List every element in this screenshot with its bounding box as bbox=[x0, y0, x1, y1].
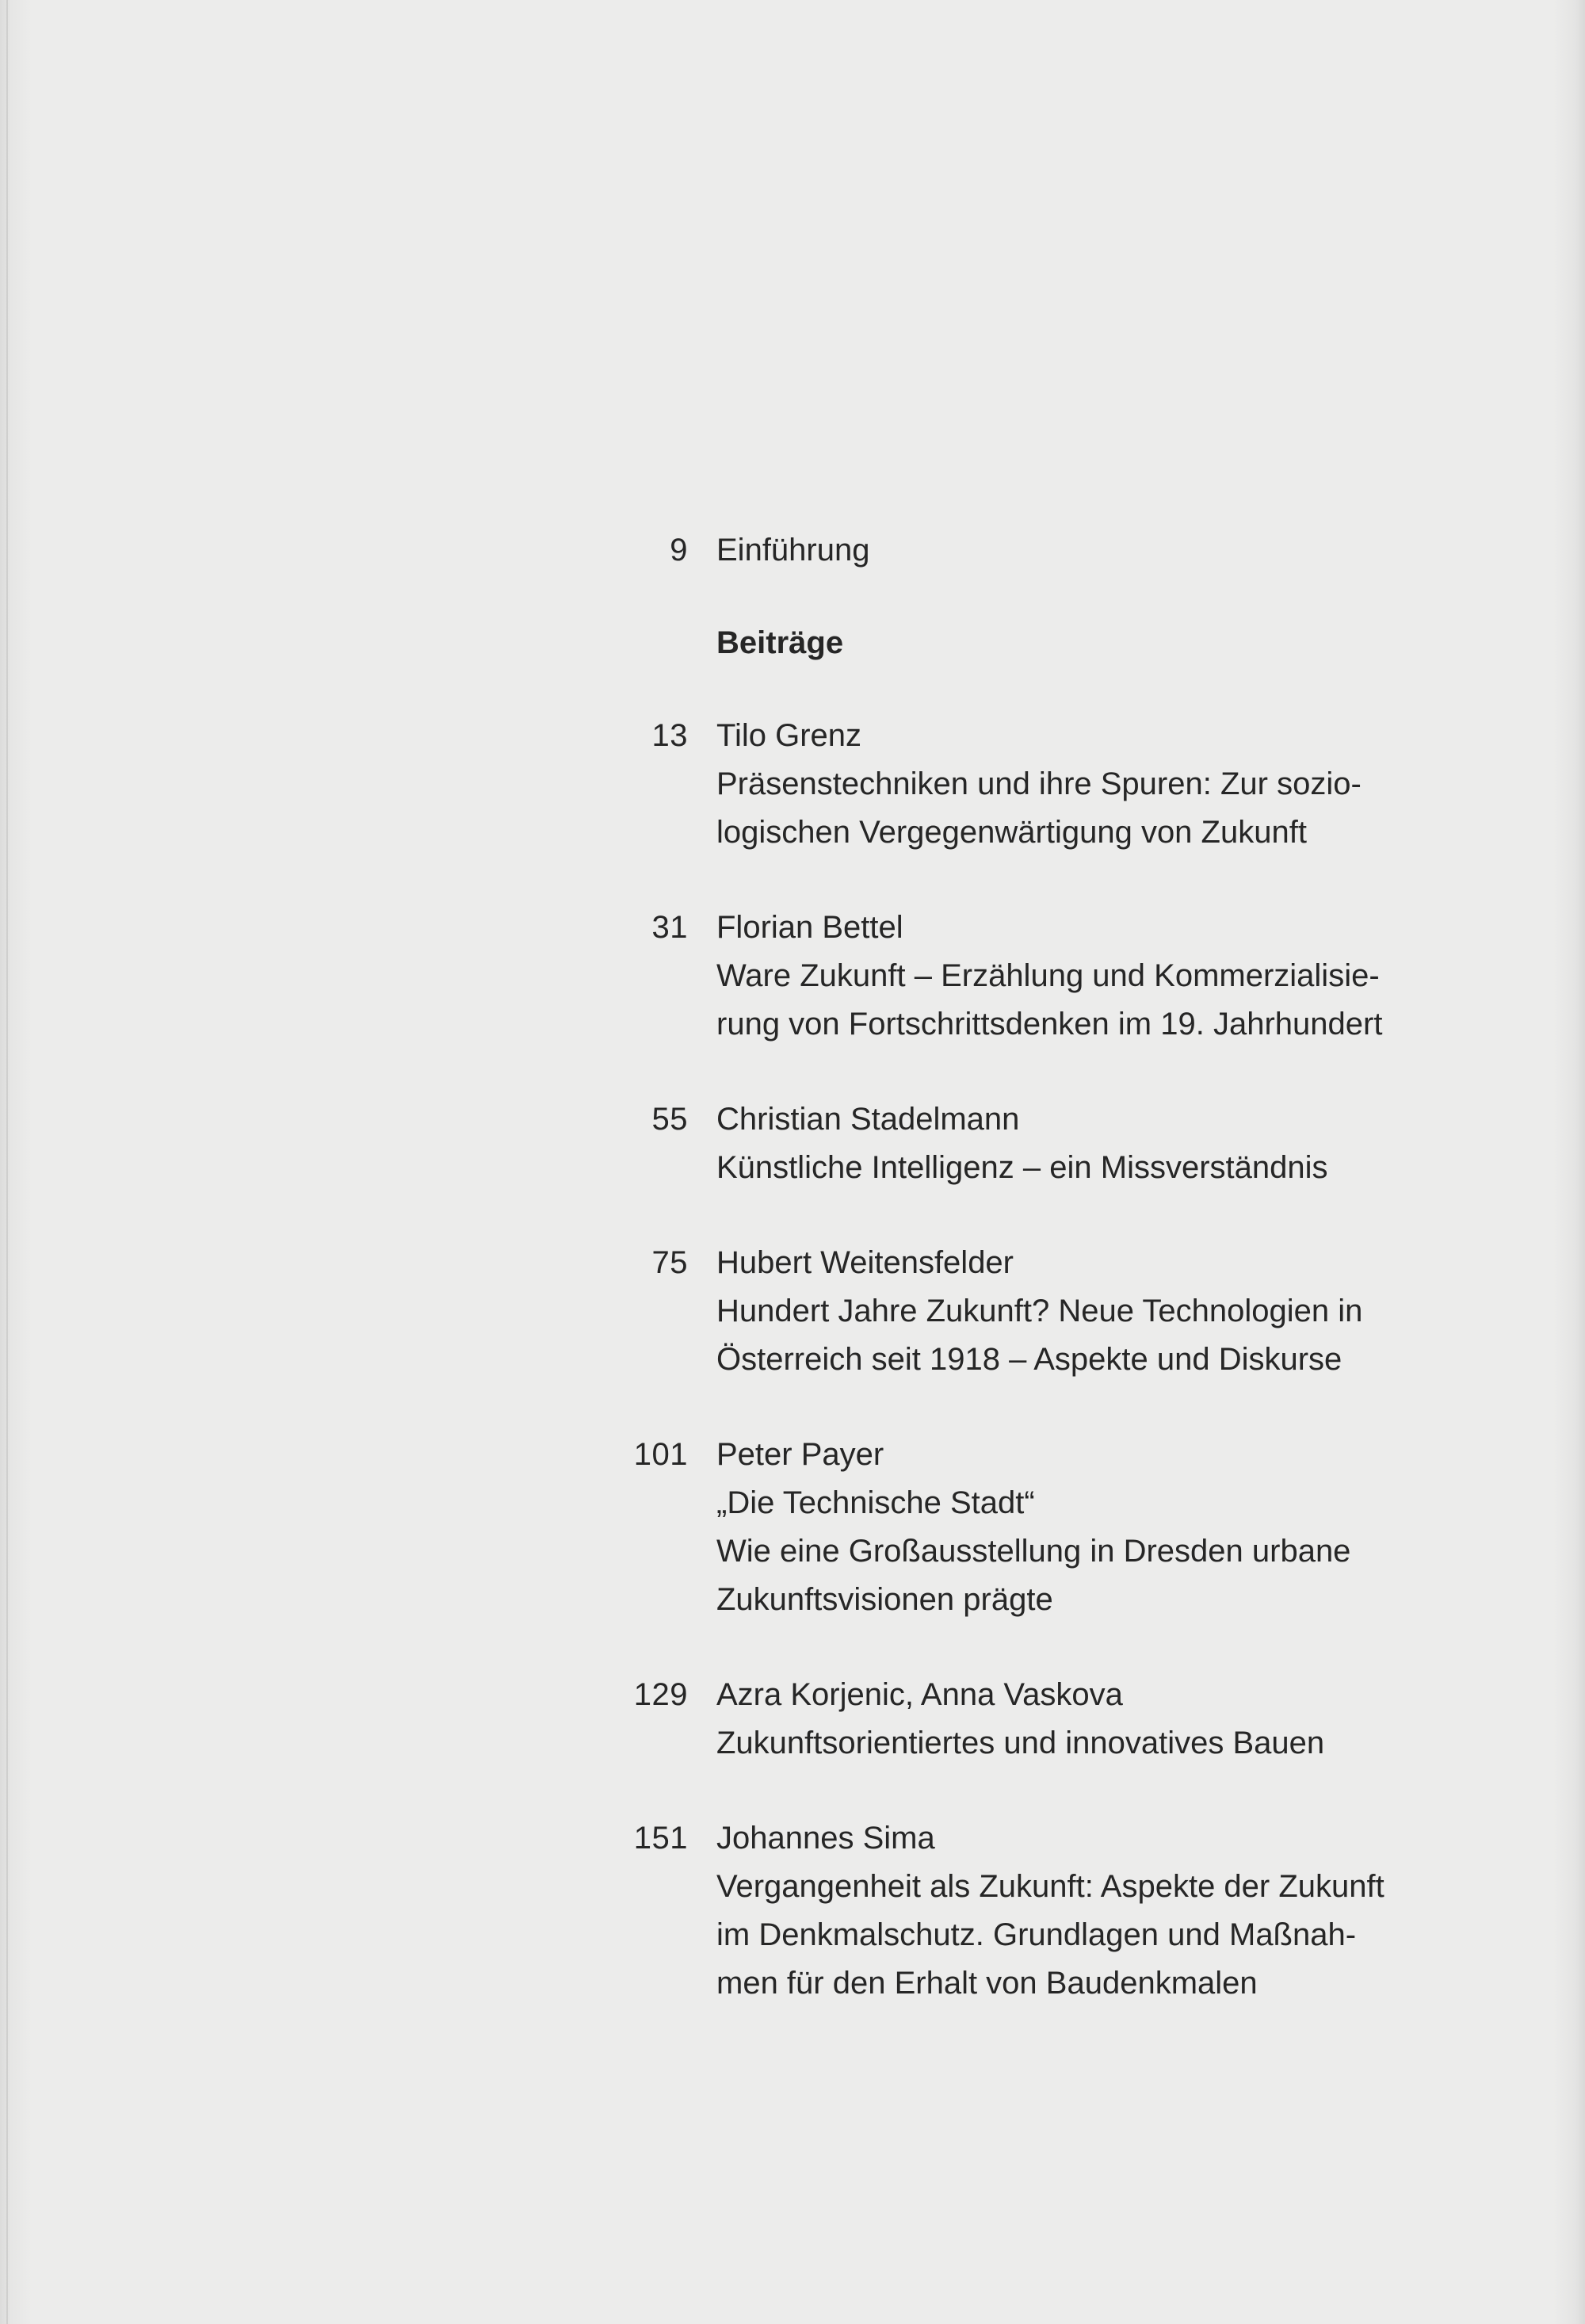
toc-page-number: 151 bbox=[633, 1821, 688, 1856]
toc-page-number: 31 bbox=[651, 910, 688, 945]
toc-entry-author: Florian Bettel bbox=[716, 910, 903, 945]
toc-entry-title-line: Ware Zukunft – Erzählung und Kommerzialisie- bbox=[716, 958, 1380, 993]
toc-page-number: 55 bbox=[651, 1102, 688, 1137]
toc-entry-title-line: Österreich seit 1918 – Aspekte und Diskurse bbox=[716, 1342, 1342, 1377]
toc-entry-author: Peter Payer bbox=[716, 1437, 884, 1472]
toc-entry bbox=[618, 904, 1426, 1049]
toc-entry-title-line: im Denkmalschutz. Grundlagen und Maßnah- bbox=[716, 1917, 1357, 1952]
toc-page-number: 75 bbox=[651, 1245, 688, 1280]
toc-entry-title-line: Hundert Jahre Zukunft? Neue Technologien in bbox=[716, 1294, 1363, 1328]
toc-entry-title-line: Künstliche Intelligenz – ein Missverständnis bbox=[716, 1150, 1328, 1185]
toc-entry-title-line: „Die Technische Stadt“ bbox=[716, 1485, 1035, 1520]
toc-entry-intro bbox=[618, 526, 1426, 575]
toc-entry-title-line: logischen Vergegenwärtigung von Zukunft bbox=[716, 815, 1307, 850]
toc-entry-title-line: Präsenstechniken und ihre Spuren: Zur sozio- bbox=[716, 766, 1362, 801]
toc-entry-title-line: Wie eine Großausstellung in Dresden urbane bbox=[716, 1534, 1351, 1569]
toc-entry-author: Tilo Grenz bbox=[716, 718, 862, 753]
toc-entry bbox=[618, 712, 1426, 857]
toc-entry-title-line: rung von Fortschrittsdenken im 19. Jahrhundert bbox=[716, 1007, 1383, 1042]
toc-entry-title-line: Zukunftsvisionen prägte bbox=[716, 1582, 1053, 1617]
page-spine-edge bbox=[6, 0, 8, 2324]
toc-entry-title-line: Zukunftsorientiertes und innovatives Bauen bbox=[716, 1726, 1325, 1760]
toc-entry bbox=[618, 1814, 1426, 2008]
toc-entry-author: Christian Stadelmann bbox=[716, 1102, 1020, 1137]
toc-page-number: 13 bbox=[651, 718, 688, 753]
toc-entry bbox=[618, 1671, 1426, 1768]
toc-page-number: 9 bbox=[670, 533, 688, 568]
toc-entry-author: Johannes Sima bbox=[716, 1821, 935, 1856]
toc-entry bbox=[618, 1239, 1426, 1384]
toc-entry bbox=[618, 1431, 1426, 1624]
toc-entry-title-line: Vergangenheit als Zukunft: Aspekte der Zukunft bbox=[716, 1869, 1384, 1904]
toc-entry-title: Einführung bbox=[716, 533, 870, 568]
toc-entry-author: Hubert Weitensfelder bbox=[716, 1245, 1014, 1280]
section-heading: Beiträge bbox=[716, 625, 844, 660]
toc-page-number: 129 bbox=[633, 1677, 688, 1712]
table-of-contents bbox=[618, 526, 1426, 2008]
toc-entry-author: Azra Korjenic, Anna Vaskova bbox=[716, 1677, 1123, 1712]
toc-page-number: 101 bbox=[633, 1437, 688, 1472]
toc-entry-title-line: men für den Erhalt von Baudenkmalen bbox=[716, 1966, 1258, 2001]
toc-entry bbox=[618, 1095, 1426, 1192]
